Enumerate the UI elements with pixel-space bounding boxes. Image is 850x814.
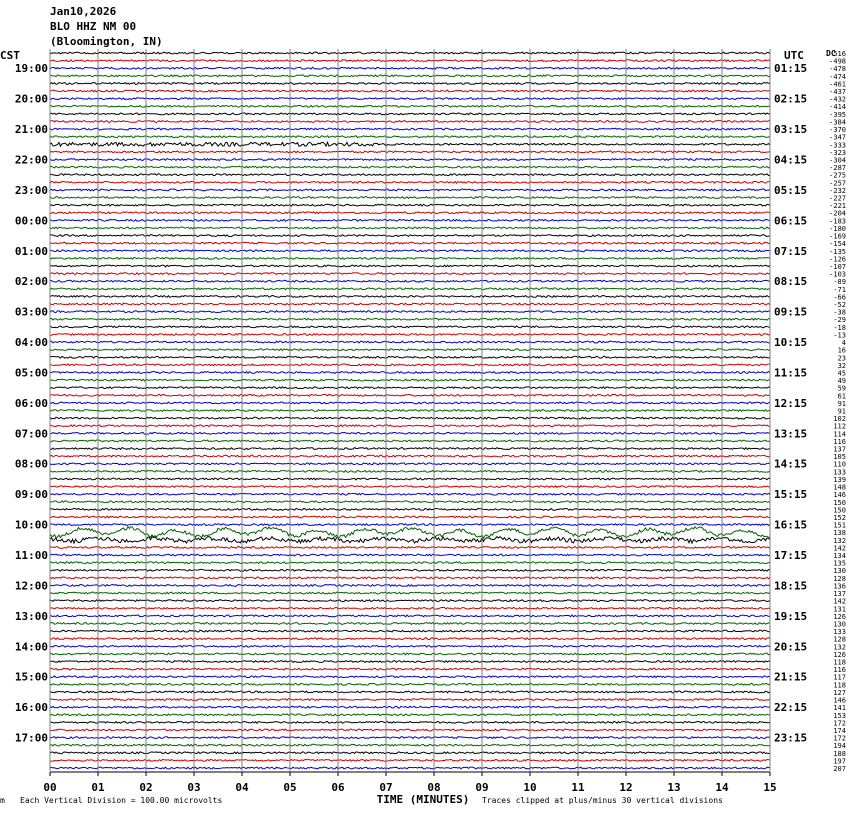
trace-line-53 [50,455,770,457]
trace-line-86 [50,706,770,708]
trace-line-49 [50,425,770,427]
corner-mark: m [0,796,5,805]
x-tick-label-07: 07 [379,781,393,794]
dc-offset-label: 135 [833,559,846,568]
trace-line-88 [50,721,770,723]
trace-line-43 [50,379,770,381]
dc-offset-label: 131 [833,605,846,614]
left-hour-label: 19:00 [14,62,48,76]
trace-line-13 [50,151,770,153]
dc-offset-label: 128 [833,635,846,644]
dc-offset-label: -103 [829,270,846,279]
dc-offset-label: 127 [833,688,846,697]
dc-offset-label: 188 [833,749,846,758]
dc-offset-label: 126 [833,612,846,621]
trace-line-44 [50,387,770,389]
dc-offset-label: 59 [837,384,846,393]
dc-offset-label: 23 [837,354,846,363]
dc-offset-label: 32 [837,361,846,370]
dc-offset-label: 114 [833,430,846,439]
left-hour-label: 09:00 [14,488,48,502]
header-date: Jan10,2026 [50,5,117,18]
trace-line-19 [50,197,770,199]
dc-offset-label: 146 [833,696,846,705]
dc-offset-label: 116 [833,437,846,446]
x-tick-labels [43,772,776,794]
dc-offset-label: 137 [833,590,846,599]
header-location: (Bloomington, IN) [50,35,163,48]
left-hour-label: 13:00 [14,609,48,623]
right-hour-label: 09:15 [774,305,808,319]
left-hour-label: 17:00 [14,731,48,745]
right-hour-label: 19:15 [774,609,808,623]
trace-line-14 [50,159,770,161]
dc-offset-label: -107 [829,262,846,271]
left-hour-label: 16:00 [14,701,48,715]
right-hour-label: 11:15 [774,366,808,380]
trace-line-42 [50,372,770,374]
trace-line-30 [50,280,770,282]
trace-line-69 [50,577,770,579]
trace-line-32 [50,296,770,298]
trace-line-33 [50,303,770,305]
dc-offset-label: 133 [833,468,846,477]
dc-offset-label: -66 [833,293,846,302]
left-hour-label: 23:00 [14,183,48,197]
dc-offset-label: 150 [833,506,846,515]
dc-offset-label: 132 [833,536,846,545]
dc-offset-label: 139 [833,475,846,484]
right-hour-label: 18:15 [774,579,808,593]
left-hour-label: 11:00 [14,549,48,563]
dc-offset-label: -257 [829,179,846,188]
dc-offset-label: -498 [829,57,846,66]
x-tick-label-12: 12 [619,781,633,794]
trace-line-79 [50,653,770,655]
trace-line-55 [50,470,770,472]
trace-line-65 [50,547,770,549]
trace-line-94 [50,767,770,769]
dc-offset-label: -370 [829,126,846,135]
dc-offset-label: -29 [833,316,846,325]
dc-offset-label: 118 [833,681,846,690]
trace-line-20 [50,204,770,206]
right-hour-label: 05:15 [774,183,808,197]
trace-line-29 [50,273,770,275]
x-axis-title: TIME (MINUTES) [376,793,470,806]
dc-offset-label: -227 [829,194,846,203]
right-hour-label: 06:15 [774,214,808,228]
dc-offset-label: -474 [829,72,846,81]
trace-line-57 [50,486,770,488]
dc-offset-label: 91 [837,399,846,408]
trace-line-83 [50,683,770,685]
trace-line-89 [50,729,770,731]
trace-line-78 [50,645,770,647]
dc-offset-label: -204 [829,209,846,218]
left-hour-label: 04:00 [14,336,48,350]
right-hour-label: 04:15 [774,153,808,167]
trace-line-21 [50,212,770,214]
trace-line-46 [50,402,770,404]
trace-line-8 [50,113,770,115]
trace-line-84 [50,691,770,693]
left-hour-label: 10:00 [14,518,48,532]
trace-line-66 [50,554,770,556]
dc-offset-label: -221 [829,202,846,211]
dc-offset-label: 133 [833,628,846,637]
left-hour-label: 08:00 [14,457,48,471]
dc-offset-label: 153 [833,711,846,720]
trace-line-80 [50,661,770,663]
trace-line-16 [50,174,770,176]
trace-line-51 [50,440,770,442]
trace-line-18 [50,189,770,191]
trace-line-36 [50,326,770,328]
trace-line-64 [50,537,770,544]
dc-offset-label: 146 [833,491,846,500]
trace-line-74 [50,615,770,617]
left-hour-label: 21:00 [14,123,48,137]
dc-offset-label: -333 [829,141,846,150]
trace-line-77 [50,638,770,640]
dc-offset-label: -323 [829,148,846,157]
x-tick-label-10: 10 [523,781,537,794]
trace-line-10 [50,128,770,130]
dc-offset-label: -183 [829,217,846,226]
dc-offset-label: -275 [829,171,846,180]
right-hour-label: 16:15 [774,518,808,532]
trace-line-22 [50,219,770,221]
dc-offset-label: 110 [833,460,846,469]
trace-line-75 [50,623,770,625]
dc-offset-label: -432 [829,95,846,104]
left-hour-label: 06:00 [14,396,48,410]
trace-line-39 [50,349,770,351]
trace-line-25 [50,242,770,244]
dc-offset-label: 137 [833,445,846,454]
trace-line-35 [50,318,770,320]
trace-line-45 [50,394,770,396]
trace-line-31 [50,288,770,290]
trace-line-12 [50,142,770,146]
dc-offset-label: 136 [833,582,846,591]
dc-offset-label: 148 [833,483,846,492]
right-hour-label: 21:15 [774,670,808,684]
trace-line-90 [50,737,770,739]
trace-line-92 [50,752,770,754]
trace-line-56 [50,478,770,480]
header-station: BLO HHZ NM 00 [50,20,137,33]
trace-line-91 [50,744,770,746]
trace-line-6 [50,98,770,100]
dc-offset-label: 142 [833,597,846,606]
trace-line-26 [50,250,770,252]
x-tick-label-01: 01 [91,781,105,794]
trace-line-70 [50,585,770,587]
scale-note: Each Vertical Division = 100.00 microvolts [20,796,223,805]
right-hour-label: 23:15 [774,731,808,745]
dc-offset-label: 49 [837,377,846,386]
trace-line-72 [50,600,770,602]
right-hour-label: 08:15 [774,275,808,289]
dc-offset-label: 194 [833,742,846,751]
dc-offset-label: -38 [833,308,846,317]
dc-offset-label: 174 [833,726,846,735]
trace-line-73 [50,607,770,609]
dc-offset-label: 130 [833,567,846,576]
dc-offset-label: -395 [829,110,846,119]
dc-offset-label: 516 [833,50,846,58]
dc-offset-label: 116 [833,666,846,675]
trace-line-27 [50,257,770,259]
trace-line-1 [50,60,770,62]
x-tick-label-13: 13 [667,781,681,794]
left-hour-label: 12:00 [14,579,48,593]
trace-line-54 [50,463,770,465]
dc-offset-label: -287 [829,164,846,173]
dc-offset-label: 112 [833,422,846,431]
trace-line-47 [50,410,770,412]
trace-line-34 [50,311,770,313]
dc-offset-label: 4 [841,339,846,348]
dc-offset-label: 61 [837,392,846,401]
x-tick-label-02: 02 [139,781,153,794]
left-timezone-label: CST [0,49,20,62]
dc-offset-label: 16 [837,346,846,355]
trace-layer [50,52,770,769]
trace-line-5 [50,90,770,92]
right-hour-label: 13:15 [774,427,808,441]
dc-offset-label: -461 [829,80,846,89]
trace-line-37 [50,334,770,336]
dc-offset-label: 197 [833,757,846,766]
left-hour-label: 07:00 [14,427,48,441]
right-hour-label: 14:15 [774,457,808,471]
x-tick-label-14: 14 [715,781,729,794]
trace-line-67 [50,562,770,564]
dc-offset-label: 172 [833,719,846,728]
dc-offset-label: -347 [829,133,846,142]
dc-offset-label: 126 [833,650,846,659]
dc-offset-label: -437 [829,88,846,97]
dc-offset-label: 102 [833,415,846,424]
trace-line-81 [50,668,770,670]
dc-offset-label: -52 [833,301,846,310]
dc-offset-label: 142 [833,544,846,553]
trace-line-59 [50,501,770,503]
trace-line-52 [50,448,770,450]
left-hour-label: 14:00 [14,640,48,654]
dc-offset-label: 132 [833,643,846,652]
trace-line-15 [50,166,770,168]
x-tick-label-15: 15 [763,781,777,794]
x-tick-label-09: 09 [475,781,489,794]
left-hour-label: 05:00 [14,366,48,380]
trace-line-68 [50,569,770,571]
left-hour-label: 02:00 [14,275,48,289]
dc-offset-label: -13 [833,331,846,340]
left-hour-label: 00:00 [14,214,48,228]
dc-offset-label: 207 [833,765,846,773]
dc-offset-label: -154 [829,240,846,249]
dc-offset-label: 91 [837,407,846,416]
dc-offset-label: 45 [837,369,846,378]
dc-offset-label: 150 [833,498,846,507]
trace-line-82 [50,676,770,678]
right-hour-labels [774,62,807,744]
x-tick-label-11: 11 [571,781,585,794]
dc-offset-label: -169 [829,232,846,241]
trace-line-71 [50,592,770,594]
dc-offset-label: -18 [833,323,846,332]
trace-line-40 [50,356,770,358]
right-hour-label: 20:15 [774,640,808,654]
left-hour-label: 15:00 [14,670,48,684]
x-tick-label-04: 04 [235,781,249,794]
trace-line-61 [50,516,770,518]
right-hour-label: 12:15 [774,396,808,410]
dc-offset-label: -414 [829,103,846,112]
x-tick-label-08: 08 [427,781,441,794]
trace-line-7 [50,105,770,107]
x-tick-label-00: 00 [43,781,57,794]
dc-header-label: DC [826,49,836,58]
dc-offset-label: 117 [833,673,846,682]
left-hour-label: 22:00 [14,153,48,167]
right-hour-label: 17:15 [774,549,808,563]
right-hour-label: 03:15 [774,123,808,137]
trace-line-23 [50,227,770,229]
trace-line-11 [50,136,770,138]
trace-line-4 [50,83,770,85]
dc-offset-label: 152 [833,513,846,522]
dc-offset-label: 105 [833,453,846,462]
trace-line-76 [50,630,770,632]
trace-line-87 [50,714,770,716]
x-tick-label-05: 05 [283,781,297,794]
trace-line-38 [50,341,770,343]
dc-offset-label: 141 [833,704,846,713]
dc-offset-label: -89 [833,278,846,287]
dc-offset-labels [829,50,846,773]
trace-line-41 [50,364,770,366]
left-hour-label: 01:00 [14,244,48,258]
dc-offset-label: 118 [833,658,846,667]
trace-line-85 [50,699,770,701]
dc-offset-label: -71 [833,285,846,294]
dc-offset-label: 134 [833,552,846,561]
dc-offset-label: 128 [833,574,846,583]
trace-line-9 [50,121,770,123]
trace-line-3 [50,75,770,77]
trace-line-93 [50,759,770,761]
trace-line-60 [50,508,770,510]
dc-offset-label: -478 [829,65,846,74]
trace-line-48 [50,417,770,419]
trace-line-58 [50,493,770,495]
left-hour-labels [15,62,48,744]
trace-line-0 [50,52,770,54]
dc-offset-label: -304 [829,156,846,165]
right-hour-label: 10:15 [774,336,808,350]
right-timezone-label: UTC [784,49,804,62]
dc-offset-label: -180 [829,224,846,233]
left-hour-label: 03:00 [14,305,48,319]
trace-line-62 [50,524,770,526]
right-hour-label: 15:15 [774,488,808,502]
dc-offset-label: -384 [829,118,846,127]
right-hour-label: 07:15 [774,244,808,258]
left-hour-label: 20:00 [14,92,48,106]
trace-line-28 [50,265,770,267]
x-tick-label-03: 03 [187,781,201,794]
dc-offset-label: 172 [833,734,846,743]
clip-note: Traces clipped at plus/minus 30 vertical divisions [482,796,723,805]
trace-line-50 [50,432,770,434]
dc-offset-label: 130 [833,620,846,629]
dc-offset-label: -232 [829,186,846,195]
trace-line-17 [50,181,770,183]
dc-offset-label: -135 [829,247,846,256]
right-hour-label: 22:15 [774,701,808,715]
right-hour-label: 01:15 [774,62,808,76]
right-hour-label: 02:15 [774,92,808,106]
dc-offset-label: 151 [833,521,846,530]
trace-line-24 [50,235,770,237]
x-tick-label-06: 06 [331,781,345,794]
dc-offset-label: 138 [833,529,846,538]
trace-line-2 [50,67,770,69]
dc-offset-label: -126 [829,255,846,264]
